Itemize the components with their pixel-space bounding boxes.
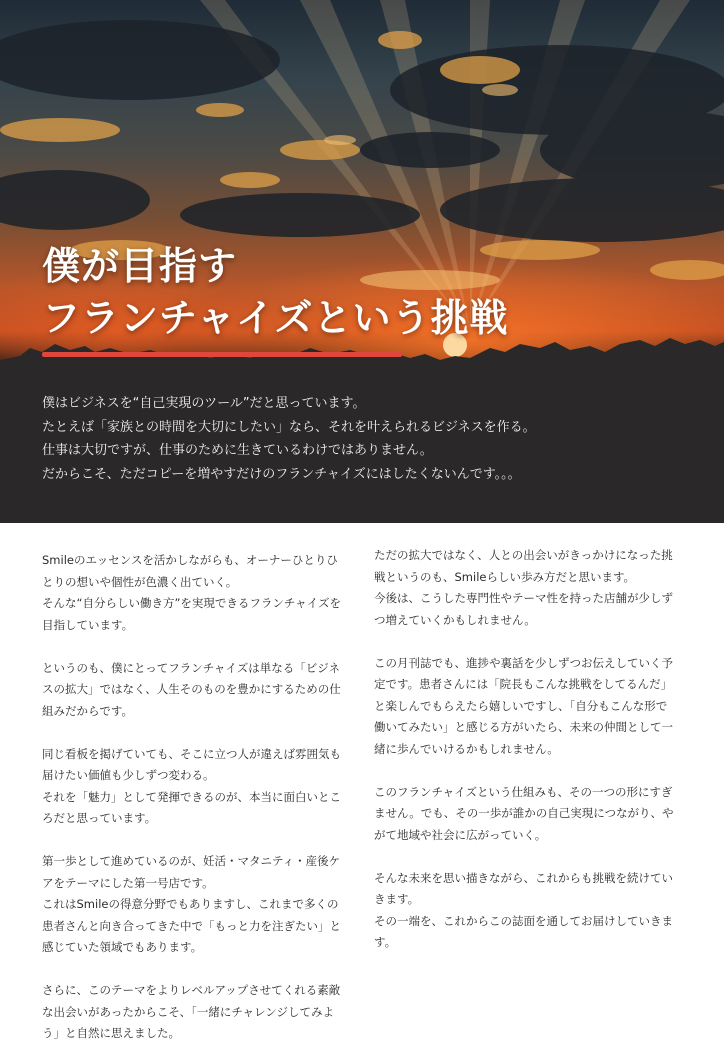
- page-title-line-2: フランチャイズという挑戦: [42, 296, 509, 340]
- article-body: [42, 548, 682, 1040]
- intro-line: たとえば「家族との時間を大切にしたい」なら、それを叶えられるビジネスを作る。: [42, 419, 536, 435]
- body-paragraph: というのも、僕にとってフランチャイズは単なる「ビジネスの拡大」ではなく、人生そのものを豊かにするための仕組みだからです。: [42, 660, 341, 718]
- page-title-line-1: 僕が目指す: [42, 244, 238, 288]
- body-paragraph: Smileのエッセンスを活かしながらも、オーナーひとりひとりの想いや個性が色濃く出ていく。 そんな“自分らしい働き方”を実現できるフランチャイズを目指しています。: [42, 553, 341, 632]
- body-paragraph: ただの拡大ではなく、人との出会いがきっかけになった挑戦というのも、Smileらしい歩み方だと思います。 今後は、こうした専門性やテーマ性を持った店舗が少しずつ増えていくかもしれません。: [374, 548, 673, 627]
- intro-line: 僕はビジネスを“自己実現のツール”だと思っています。: [42, 396, 366, 411]
- intro-text: [42, 392, 692, 486]
- body-paragraph: さらに、このテーマをよりレベルアップさせてくれる素敵な出会いがあったからこそ、「一緒にチャレンジしてみよう」と自然に思えました。: [42, 983, 341, 1040]
- hero-section: [0, 0, 724, 360]
- intro-section: [0, 360, 724, 523]
- body-paragraph: このフランチャイズという仕組みも、その一つの形にすぎません。でも、その一歩が誰かの自己実現につながり、やがて地域や社会に広がっていく。: [374, 784, 674, 842]
- left-column: [42, 550, 342, 1045]
- intro-line: だからこそ、ただコピーを増やすだけのフランチャイズにはしたくないんです。。。: [42, 466, 521, 482]
- right-column: [374, 545, 674, 954]
- body-paragraph: 第一歩として進めているのが、妊活・マタニティ・産後ケアをテーマにした第一号店です。 これはSmileの得意分野でもありますし、これまで多くの患者さんと向き合ってきた中で「もっと力を注ぎたい」と感じていた領域でもあります。: [42, 854, 341, 954]
- intro-line: 仕事は大切ですが、仕事のために生きているわけではありません。: [42, 443, 433, 458]
- body-paragraph: この月刊誌でも、進捗や裏話を少しずつお伝えしていく予定です。患者さんには「院長もこんな挑戦をしてるんだ」と楽しんでもらえたら嬉しいですし、「自分もこんな形で働いてみたい」と感じる方がいたら、未来の仲間として一緒に歩んでいけるかもしれません。: [374, 655, 673, 756]
- body-paragraph: 同じ看板を掲げていても、そこに立つ人が違えば雰囲気も届けたい価値も少しずつ変わる。 それを「魅力」として発揮できるのが、本当に面白いところだと思っています。: [42, 746, 341, 825]
- body-paragraph: そんな未来を思い描きながら、これからも挑戦を続けていきます。 その一端を、これからこの誌面を通してお届けしていきます。: [374, 870, 673, 949]
- title-accent-underline: [42, 352, 402, 357]
